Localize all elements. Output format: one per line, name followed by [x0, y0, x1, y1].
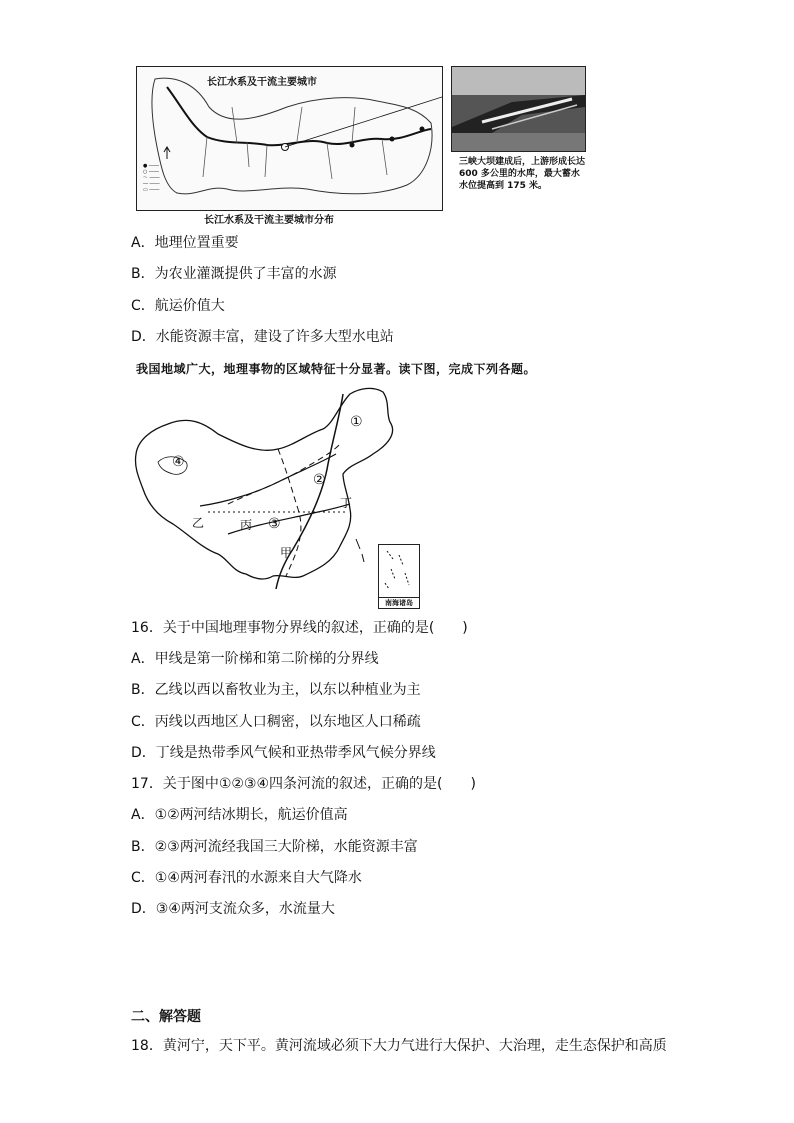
river-label-2: ② [313, 472, 326, 488]
river-label-4: ④ [172, 454, 185, 470]
section-heading: 二、解答题 [131, 1009, 201, 1025]
q15-option-b: B．为农业灌溉提供了丰富的水源 [131, 266, 337, 282]
river-label-3: ③ [268, 516, 281, 532]
q17-option-b: B．②③两河流经我国三大阶梯，水能资源丰富 [131, 839, 418, 855]
south-sea-islands-inset [378, 544, 420, 609]
inset-label: 南海诸岛 [379, 597, 419, 608]
q16-option-d: D．丁线是热带季风气候和亚热带季风气候分界线 [131, 745, 436, 761]
line-label-yi: 乙 [192, 516, 205, 530]
line-label-ding: 丁 [340, 496, 353, 510]
q17-option-c: C．①④两河春汛的水源来自大气降水 [131, 870, 362, 886]
yangtze-map-title: 长江水系及干流主要城市 [207, 77, 317, 88]
q15-option-d: D．水能资源丰富，建设了许多大型水电站 [131, 329, 394, 345]
q18-stem: 18．黄河宁，天下平。黄河流域必须下大力气进行大保护、大治理，走生态保护和高质 [131, 1038, 667, 1054]
q16-option-c: C．丙线以西地区人口稠密，以东地区人口稀疏 [131, 714, 421, 730]
inset-drawing [379, 545, 419, 595]
q16-stem: 16．关于中国地理事物分界线的叙述，正确的是( ) [131, 620, 468, 636]
photo-caption: 三峡大坝建成后，上游形成长达 600 多公里的水库，最大蓄水水位提高到 175 米。 [459, 157, 586, 191]
q17-option-a: A．①②两河结冰期长，航运价值高 [131, 807, 348, 823]
yangtze-map-caption: 长江水系及干流主要城市分布 [204, 215, 334, 226]
three-gorges-photo [451, 66, 586, 152]
q17-option-d: D．③④两河支流众多，水流量大 [131, 901, 335, 917]
line-label-jia: 甲 [280, 546, 293, 560]
q15-option-a: A．地理位置重要 [131, 235, 239, 251]
river-label-1: ① [350, 414, 363, 430]
q16-option-a: A．甲线是第一阶梯和第二阶梯的分界线 [131, 651, 379, 667]
intro-text: 我国地域广大，地理事物的区域特征十分显著。读下图，完成下列各题。 [136, 362, 537, 376]
line-label-bing: 丙 [240, 518, 253, 532]
q17-stem: 17．关于图中①②③④四条河流的叙述，正确的是( ) [131, 776, 476, 792]
dam-photo-drawing [452, 67, 585, 151]
q15-option-c: C．航运价值大 [131, 298, 225, 314]
yangtze-map-drawing [137, 67, 442, 210]
q16-option-b: B．乙线以西以畜牧业为主，以东以种植业为主 [131, 682, 421, 698]
map-legend: ● ―― ○ ―― ～ ―― ― ―― ▭ ―― [143, 163, 160, 193]
yangtze-map [136, 66, 443, 211]
